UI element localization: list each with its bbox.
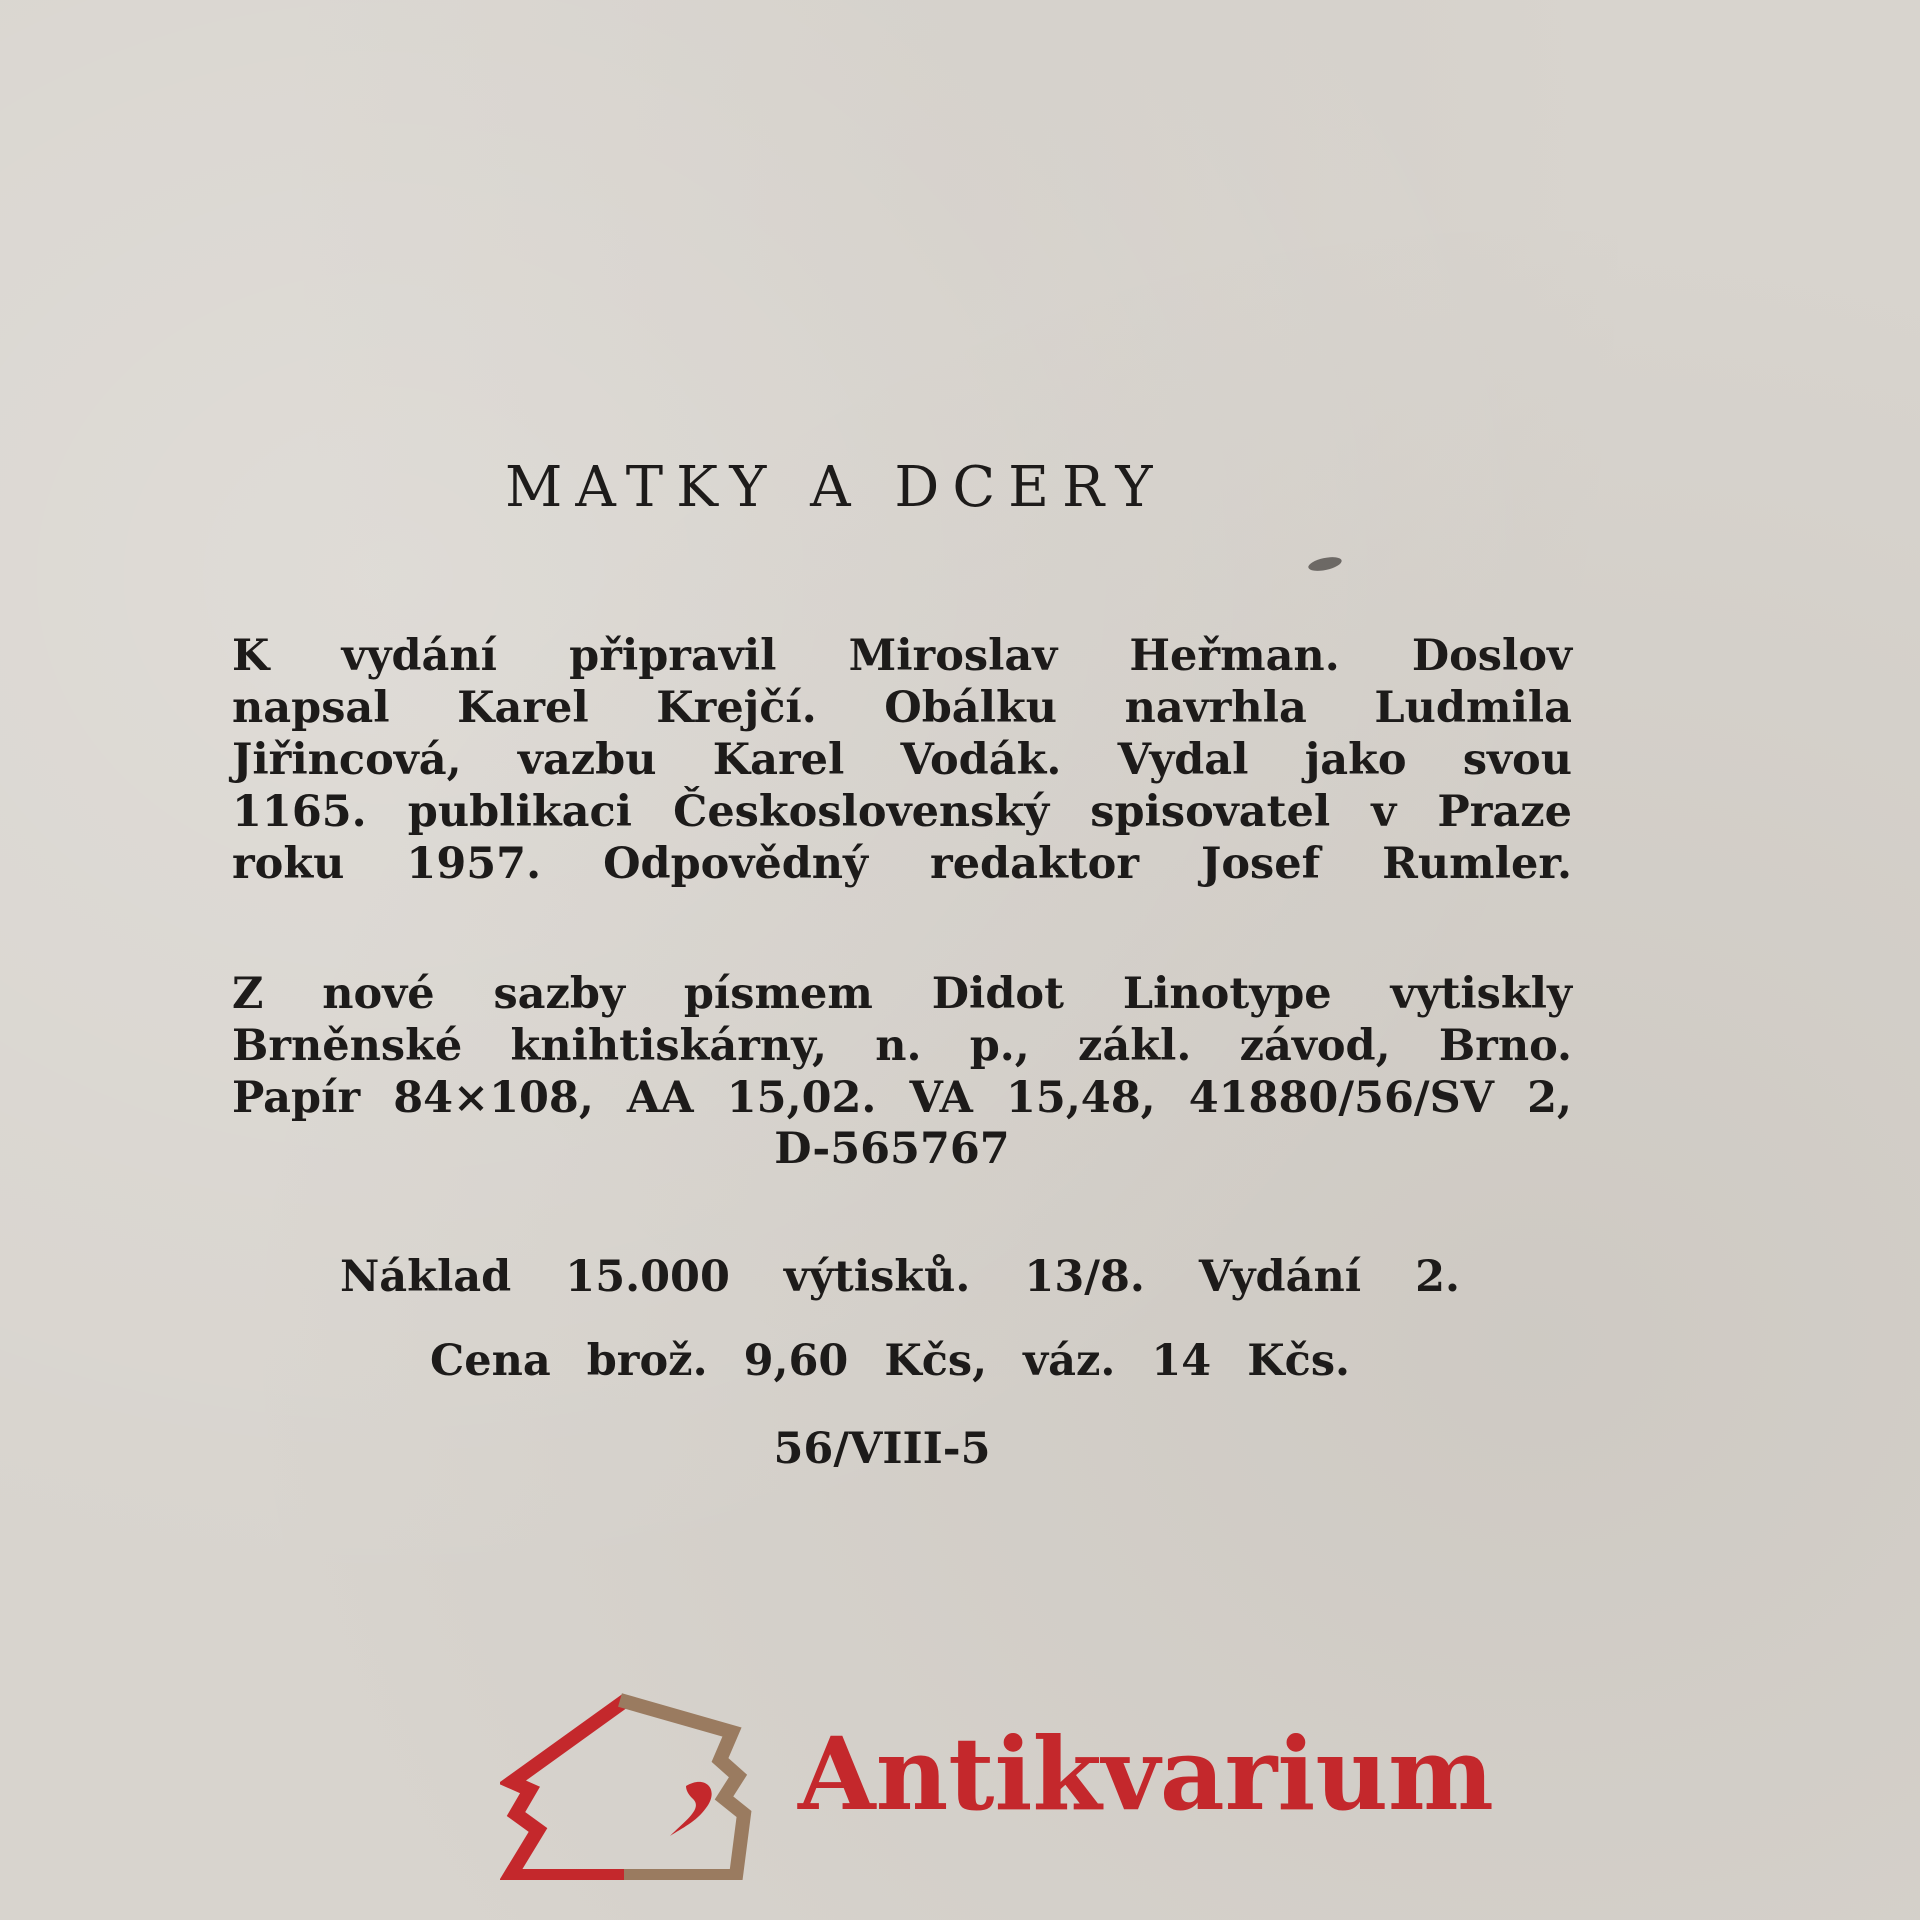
- colophon-line: Jiřincová, vazbu Karel Vodák. Vydal jako svou: [232, 735, 1572, 785]
- printing-paragraph: [232, 968, 1572, 1124]
- book-title: MATKY A DCERY: [505, 455, 1166, 520]
- printing-line: Z nové sazby písmem Didot Linotype vytiskly: [232, 969, 1572, 1019]
- d-code: D-565767: [774, 1124, 1010, 1174]
- colophon-paragraph: [232, 630, 1572, 890]
- colophon-line: 1165. publikaci Československý spisovatel v Praze: [232, 787, 1572, 837]
- ink-speck: [1307, 555, 1343, 574]
- antikvarium-logo: [500, 1690, 1494, 1880]
- colophon-line: roku 1957. Odpovědný redaktor Josef Rumler.: [232, 839, 1572, 889]
- house-icon: [500, 1690, 760, 1880]
- price-line: Cena brož. 9,60 Kčs, váz. 14 Kčs.: [430, 1336, 1350, 1386]
- logo-text: Antikvarium: [798, 1715, 1494, 1833]
- colophon-line: napsal Karel Krejčí. Obálku navrhla Ludmila: [232, 683, 1572, 733]
- colophon-line: K vydání připravil Miroslav Heřman. Doslov: [232, 631, 1572, 681]
- catalog-code: 56/VIII-5: [773, 1424, 991, 1474]
- printing-line: Brněnské knihtiskárny, n. p., zákl. závod, Brno.: [232, 1021, 1572, 1071]
- print-run-line: Náklad 15.000 výtisků. 13/8. Vydání 2.: [340, 1252, 1460, 1302]
- printing-line: Papír 84×108, AA 15,02. VA 15,48, 41880/56/SV 2,: [232, 1073, 1572, 1123]
